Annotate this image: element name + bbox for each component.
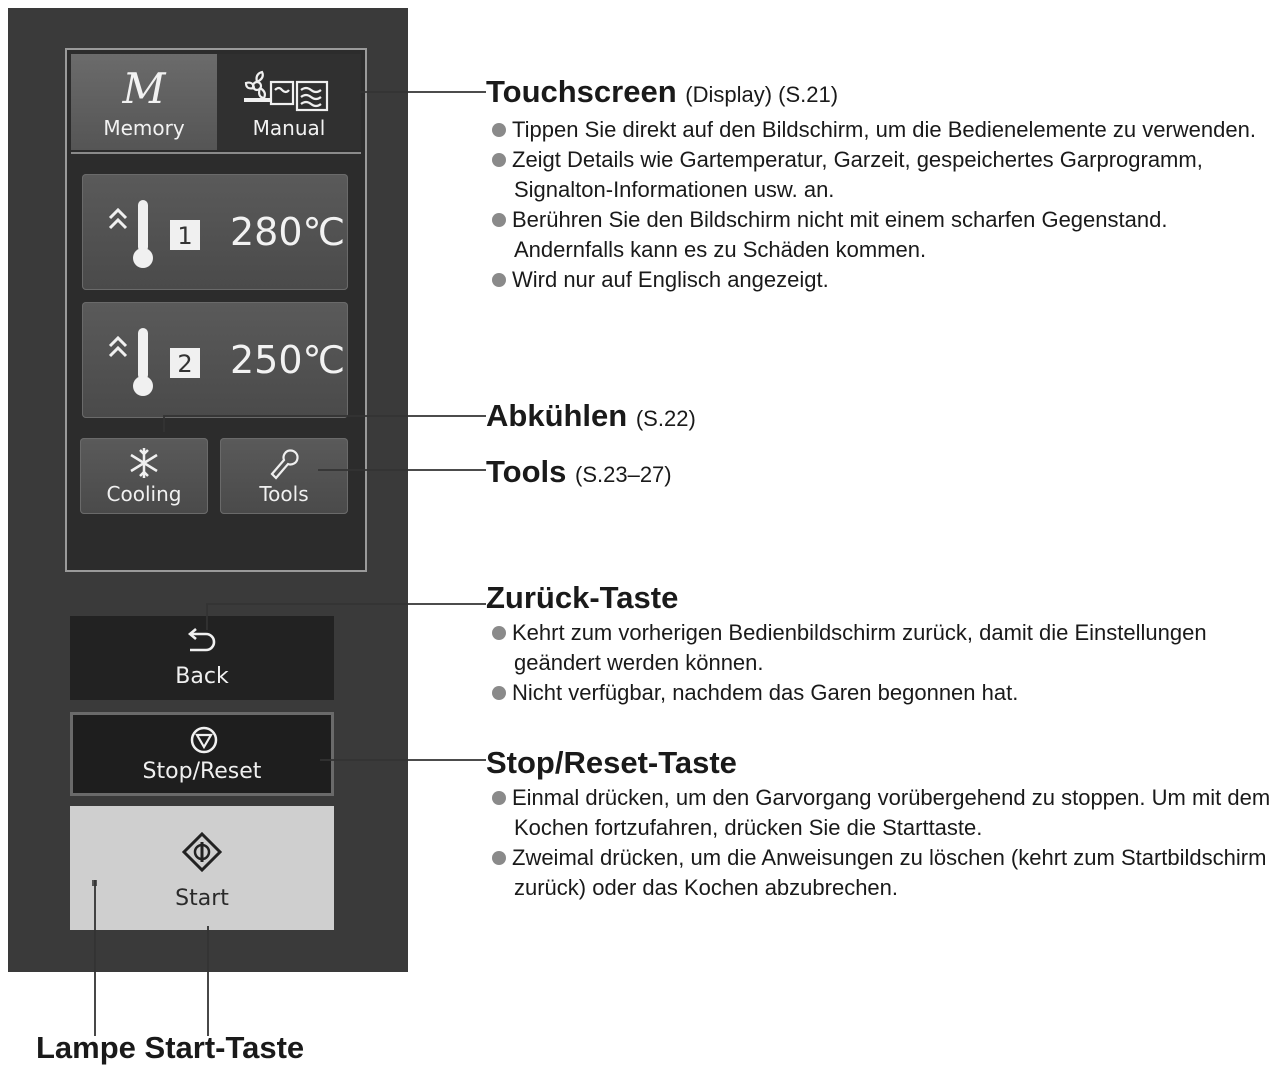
touchscreen-ref: (Display) (S.21): [685, 82, 839, 107]
touchscreen-note-2: Zeigt Details wie Gartemperatur, Garzeit, gespeichertes Garprogramm, Signalton-Informationen usw. an.: [486, 145, 1276, 205]
tools-annotation: [486, 454, 1276, 493]
stop-title: Stop/Reset-Taste: [486, 745, 737, 780]
temp-value-1: 280℃: [230, 210, 346, 254]
back-title: Zurück-Taste: [486, 580, 679, 615]
back-note-1: Kehrt zum vorherigen Bedienbildschirm zurück, damit die Einstellungen geändert werden können.: [486, 618, 1276, 678]
memory-symbol: M: [122, 64, 166, 113]
start-label: Start: [175, 886, 229, 911]
cooling-label: Cooling: [106, 482, 182, 506]
tab-manual-label: Manual: [252, 116, 326, 140]
temp-index-2: 2: [177, 350, 193, 378]
stop-note-1: Einmal drücken, um den Garvorgang vorübergehend zu stoppen. Um mit dem Kochen fortzufahren, drücken Sie die Starttaste.: [486, 783, 1276, 843]
touchscreen-note-1: Tippen Sie direkt auf den Bildschirm, um die Bedienelemente zu verwenden.: [486, 115, 1276, 145]
cooling-leader: [164, 416, 486, 432]
temp-index-1: 1: [177, 222, 193, 250]
cooling-ref: (S.22): [635, 406, 696, 431]
touchscreen-title: Touchscreen: [486, 74, 677, 109]
tools-title: Tools: [486, 454, 567, 489]
stop-annotation: [486, 745, 1276, 903]
tab-memory-label: Memory: [103, 116, 185, 140]
back-annotation: [486, 580, 1276, 708]
cooling-title: Abkühlen: [486, 398, 628, 433]
start-lamp-annotation: Lampe Start-Taste: [36, 1030, 305, 1065]
stop-reset-label: Stop/Reset: [142, 759, 262, 784]
tools-ref: (S.23–27): [575, 462, 672, 487]
stop-note-2: Zweimal drücken, um die Anweisungen zu löschen (kehrt zum Startbildschirm zurück) oder das Kochen abzubrechen.: [486, 843, 1276, 903]
touchscreen-note-4: Wird nur auf Englisch angezeigt.: [486, 265, 1276, 295]
back-leader: [207, 604, 486, 630]
touchscreen-annotation: [486, 74, 1276, 295]
tools-label: Tools: [259, 482, 309, 506]
temp-value-2: 250℃: [230, 338, 346, 382]
back-note-2: Nicht verfügbar, nachdem das Garen begonnen hat.: [486, 678, 1276, 708]
cooling-annotation: [486, 398, 1276, 437]
touchscreen-note-3: Berühren Sie den Bildschirm nicht mit einem scharfen Gegenstand. Andernfalls kann es zu Schäden kommen.: [486, 205, 1276, 265]
back-label: Back: [175, 664, 229, 689]
